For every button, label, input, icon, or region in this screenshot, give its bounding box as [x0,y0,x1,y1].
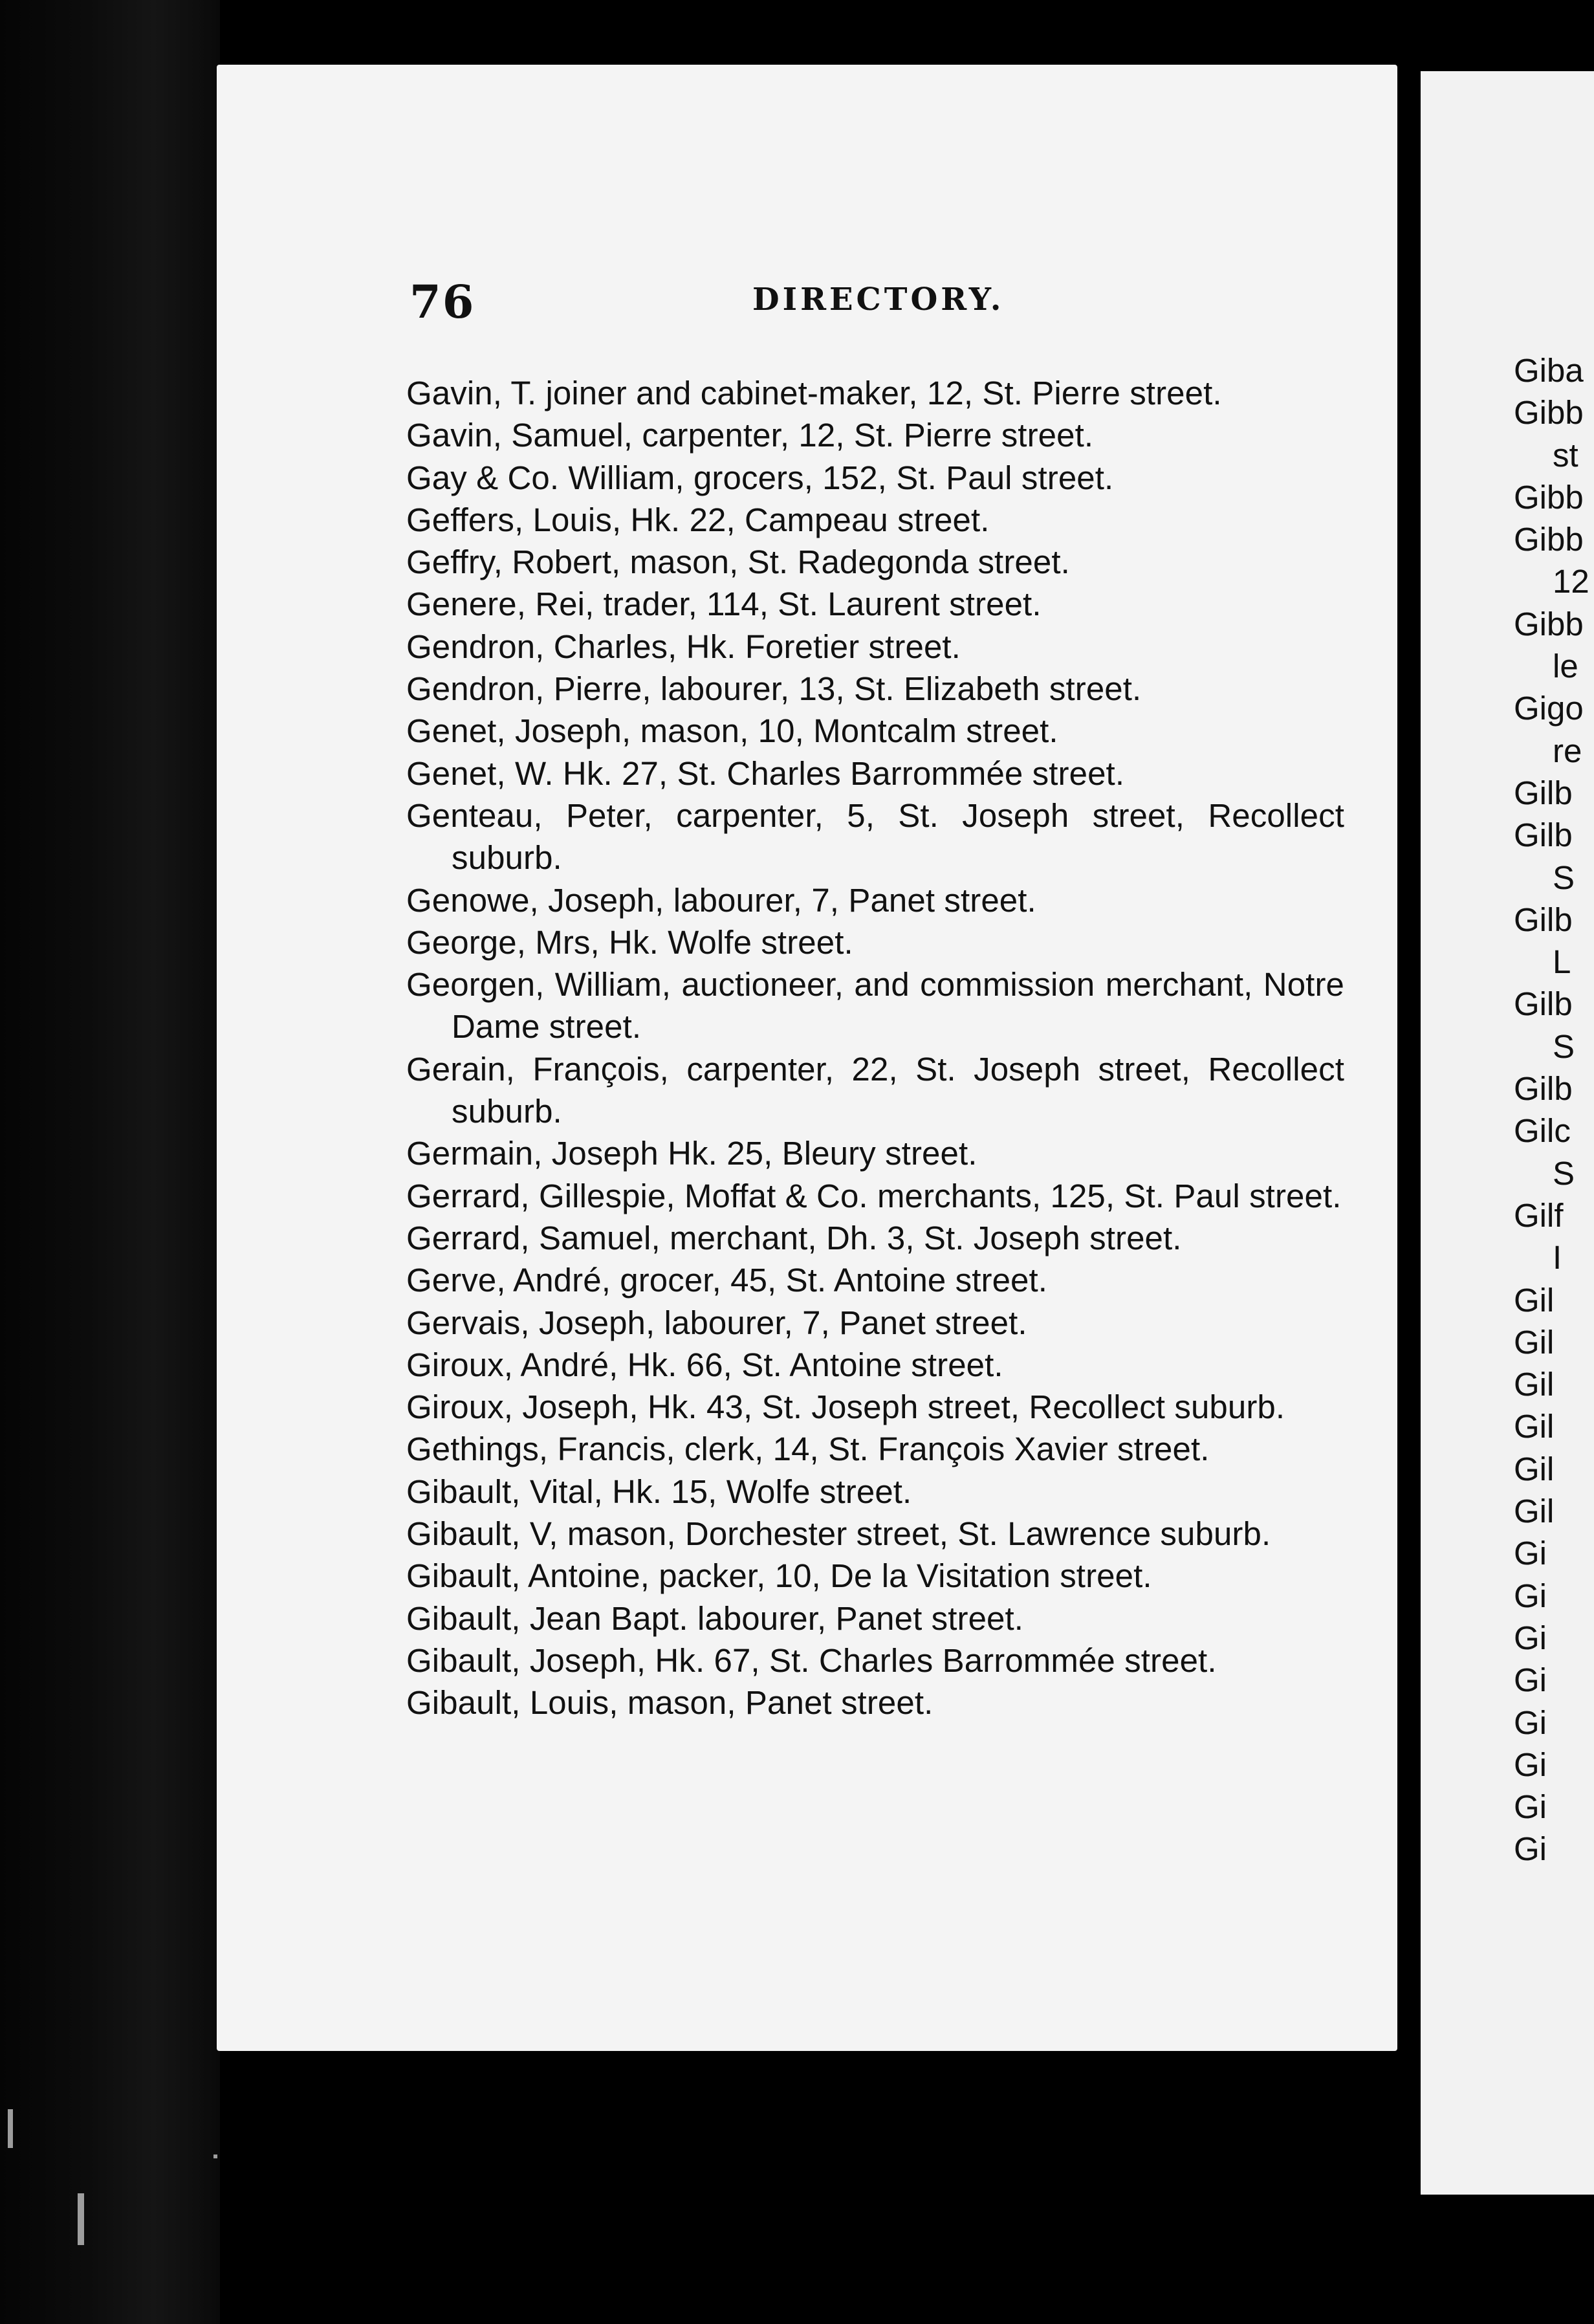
right-page-fragment: Gi [1514,1788,1547,1826]
directory-entry: Giroux, Joseph, Hk. 43, St. Joseph street, Recollect suburb. [406,1388,1285,1426]
directory-entry: Genet, Joseph, mason, 10, Montcalm street. [406,712,1058,750]
right-page-fragment: Gil [1514,1281,1555,1319]
directory-entry: Genowe, Joseph, labourer, 7, Panet street. [406,881,1036,919]
directory-entry: Gerrard, Samuel, merchant, Dh. 3, St. Joseph street. [406,1219,1182,1256]
right-page-fragment: re [1553,732,1582,769]
directory-entry: Gavin, Samuel, carpenter, 12, St. Pierre street. [406,417,1094,454]
right-page-fragment: Gilb [1514,901,1573,938]
right-page-fragment: Gi [1514,1535,1547,1572]
directory-entry: Gethings, Francis, clerk, 14, St. François Xavier street. [406,1431,1210,1468]
right-page-fragments [1514,349,1594,1870]
right-page-fragment: 12 [1553,563,1589,600]
left-margin-scan-edge [0,0,220,2324]
right-page-fragment: Gil [1514,1450,1555,1487]
directory-entry: Gibault, Joseph, Hk. 67, St. Charles Barrommée street. [406,1641,1217,1679]
right-page-fragment: Gilf [1514,1196,1564,1234]
directory-entry: Gervais, Joseph, labourer, 7, Panet street. [406,1304,1027,1341]
directory-entry: Geffry, Robert, mason, St. Radegonda street. [406,543,1070,581]
right-page-fragment: Gi [1514,1661,1547,1699]
directory-entry: Gay & Co. William, grocers, 152, St. Paul street. [406,459,1114,496]
right-page-fragment: Gi [1514,1746,1547,1783]
directory-entry: Gibault, Vital, Hk. 15, Wolfe street. [406,1473,912,1510]
directory-entry: George, Mrs, Hk. Wolfe street. [406,923,853,961]
running-title: DIRECTORY. [752,281,1005,318]
right-page-fragment: Gibb [1514,394,1584,432]
right-page-fragment: Gigo [1514,690,1584,727]
right-page-fragment: S [1553,1027,1575,1065]
directory-entries [406,372,1344,1724]
directory-entry: Georgen, William, auctioneer, and commission merchant, Notre Dame street. [406,966,1344,1046]
directory-entry: Genet, W. Hk. 27, St. Charles Barrommée street. [406,754,1125,792]
scan-artifact [8,2109,13,2148]
right-page-fragment: S [1553,1154,1575,1192]
directory-entry: Gibault, Jean Bapt. labourer, Panet street. [406,1599,1024,1637]
directory-entry: Germain, Joseph Hk. 25, Bleury street. [406,1135,977,1172]
right-page-fragment: Giba [1514,352,1584,389]
right-page-fragment: Gil [1514,1408,1555,1445]
right-page-fragment: Gil [1514,1323,1555,1361]
page-number: 76 [409,275,475,329]
directory-entry: Gibault, V, mason, Dorchester street, St. Lawrence suburb. [406,1515,1271,1553]
right-page-fragment: L [1553,943,1571,981]
right-page-fragment: Gilb [1514,817,1573,854]
directory-entry: Giroux, André, Hk. 66, St. Antoine street. [406,1346,1003,1383]
right-page-fragment: Gilc [1514,1112,1571,1150]
right-page-fragment: Gi [1514,1830,1547,1868]
page-gutter [1397,0,1423,2324]
right-page-fragment: Gi [1514,1619,1547,1656]
directory-entry: Gavin, T. joiner and cabinet-maker, 12, St. Pierre street. [406,375,1222,411]
directory-entry: Gendron, Pierre, labourer, 13, St. Elizabeth street. [406,670,1142,708]
right-page-fragment: Gibb [1514,478,1584,516]
right-page-fragment: Gibb [1514,605,1584,642]
directory-entry: Genere, Rei, trader, 114, St. Laurent street. [406,586,1042,623]
directory-entry: Geffers, Louis, Hk. 22, Campeau street. [406,501,990,538]
scan-artifact [78,2193,84,2245]
right-page-fragment: st [1553,436,1578,474]
page-header [409,275,1250,333]
directory-entry: Gerve, André, grocer, 45, St. Antoine street. [406,1262,1048,1299]
directory-entry: Gibault, Louis, mason, Panet street. [406,1684,933,1722]
right-page-fragment: S [1553,859,1575,896]
directory-entry: Genteau, Peter, carpenter, 5, St. Joseph street, Recollect suburb. [406,796,1344,877]
right-page-fragment: Gibb [1514,521,1584,558]
directory-entry: Gibault, Antoine, packer, 10, De la Visitation street. [406,1557,1152,1595]
right-page-fragment: Gilb [1514,774,1573,811]
right-page-fragment: Gi [1514,1704,1547,1741]
right-page-fragment: Gi [1514,1577,1547,1614]
scan-artifact [213,2154,217,2158]
directory-entry: Gerrard, Gillespie, Moffat & Co. merchants, 125, St. Paul street. [406,1177,1342,1214]
right-page-fragment: I [1553,1239,1562,1277]
right-page-fragment: Gilb [1514,985,1573,1023]
directory-entry: Gendron, Charles, Hk. Foretier street. [406,628,961,665]
right-page-fragment: Gil [1514,1366,1555,1403]
right-page-fragment: le [1553,648,1578,685]
right-page-fragment: Gil [1514,1493,1555,1530]
directory-entry: Gerain, François, carpenter, 22, St. Joseph street, Recollect suburb. [406,1050,1344,1130]
right-page-fragment: Gilb [1514,1070,1573,1108]
